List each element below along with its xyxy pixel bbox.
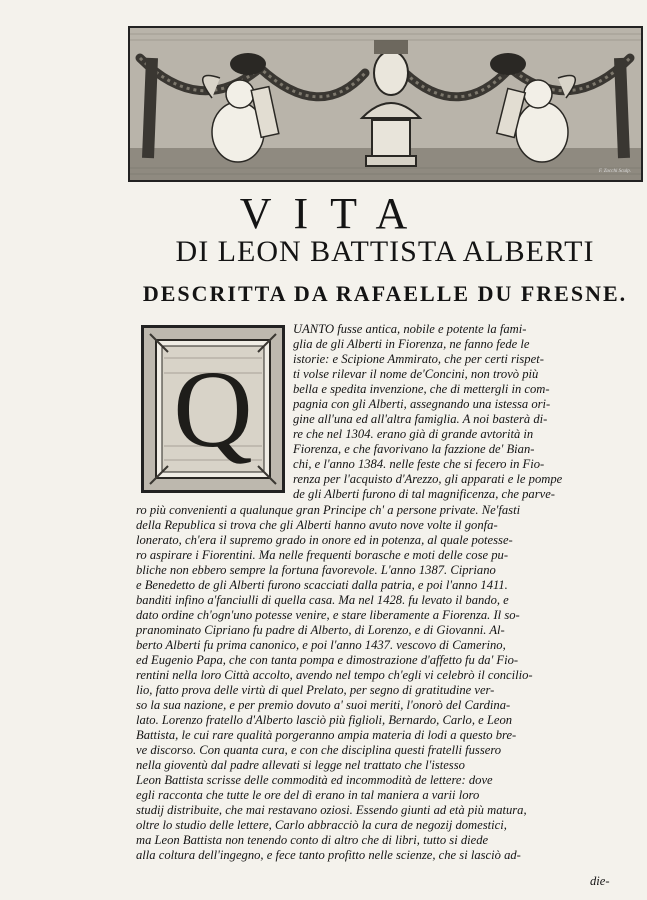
body-line: studij distribuite, che mai restavano oziosi. Essendo giunti ad età più matura, <box>136 803 527 817</box>
body-line: glia de gli Alberti in Fiorenza, ne fanno fede le <box>293 337 530 351</box>
decorated-initial <box>141 325 285 493</box>
body-line: istorie: e Scipione Ammirato, che per certi rispet- <box>293 352 544 366</box>
body-line: ro aspirare i Fiorentini. Ma nelle frequenti borasche e moti delle cose pu- <box>136 548 509 562</box>
body-line: rentini nella loro Città accolto, avendo nel tempo ch'egli vi celebrò il concilio- <box>136 668 533 682</box>
engraved-headpiece <box>128 26 643 182</box>
body-line: renza per l'acquisto d'Arezzo, gli apparati e le pompe <box>293 472 563 486</box>
body-line: ro più convenienti a qualunque gran Principe ch' a persone private. Ne'fasti <box>136 503 521 517</box>
body-line: pagnia con gli Alberti, assegnando una istessa ori- <box>293 397 551 411</box>
body-line: dato ordine ch'ogn'uno potesse venire, e stare liberamente a Fiorenza. Il so- <box>136 608 520 622</box>
initial-letter-illustration <box>144 328 282 490</box>
catchword: die- <box>590 874 610 888</box>
headpiece-illustration <box>130 28 641 180</box>
body-line: de gli Alberti furono di tal magnificenza, che parve- <box>293 487 555 501</box>
body-line: berto Alberti fu prima canonico, e poi l'anno 1437. vescovo di Camerino, <box>136 638 506 652</box>
author-line: DESCRITTA DA RAFAELLE DU FRESNE. <box>142 281 628 306</box>
body-line: della Republica si trova che gli Alberti hanno avuto nove volte il gonfa- <box>136 518 498 532</box>
body-line: Battista, le cui rare qualità porgeranno ampia materia di lodi a questo bre- <box>136 728 517 742</box>
page-title: VITA <box>239 189 430 238</box>
body-line: ve discorso. Con quanta cura, e con che disciplina questi fratelli fussero <box>136 743 502 757</box>
body-line: Leon Battista scrisse delle commodità ed incommodità de lettere: dove <box>136 773 493 787</box>
body-line: Fiorenza, e che favorivano la fazzione de' Bian- <box>293 442 535 456</box>
body-line: oltre lo studio delle lettere, Carlo abbracciò la cura de negozij domestici, <box>136 818 507 832</box>
body-line: bliche non ebbero sempre la fortuna favorevole. L'anno 1387. Cipriano <box>136 563 496 577</box>
body-line: e Benedetto de gli Alberti furono scacciati dalla patria, e poi l'anno 1411. <box>136 578 508 592</box>
body-line: lio, fatto prova delle virtù di quel Prelato, per segno di gratitudine ver- <box>136 683 495 697</box>
body-line: bella e spedita invenzione, che di mettergli in com- <box>293 382 550 396</box>
body-line: banditi infino a'fanciulli di quella casa. Ma nel 1428. fu levato il bando, e <box>136 593 509 607</box>
body-line: alla coltura dell'ingegno, e fece tanto profitto nelle scienze, che si lasciò ad- <box>136 848 521 862</box>
body-line: ma Leon Battista non tenendo conto di altro che di libri, tutto si diede <box>136 833 489 847</box>
body-line: ed Eugenio Papa, che con tanta pompa e dimostrazione d'affetto fu da' Fio- <box>136 653 519 667</box>
body-line: lato. Lorenzo fratello d'Alberto lasciò più figlioli, Bernardo, Carlo, e Leon <box>136 713 513 727</box>
body-line: so la sua nazione, e per premio dovuto a' suoi meriti, l'onorò del Cardina- <box>136 698 511 712</box>
body-line: chi, e l'anno 1384. nelle feste che si fecero in Fio- <box>293 457 545 471</box>
body-line: re che nel 1304. erano già di grande avtorità in <box>293 427 534 441</box>
body-line: pranominato Cipriano fu padre di Alberto, di Lorenzo, e di Giovanni. Al- <box>136 623 505 637</box>
body-line: UANTO fusse antica, nobile e potente la fami- <box>293 322 527 336</box>
body-line: nella gioventù dal padre allevati si legge nel trattato che l'istesso <box>136 758 465 772</box>
body-line: ti volse rilevar il nome de'Concini, non trovò più <box>293 367 539 381</box>
body-line: gine all'una ed all'altra famiglia. A noi basterà di- <box>293 412 548 426</box>
body-line: egli racconta che tutte le ore del dì erano in tal maniera a varii loro <box>136 788 480 802</box>
engraver-signature: F. Zocchi Sculp. <box>598 169 631 174</box>
initial-letter: Q <box>173 348 253 470</box>
page-subtitle: DI LEON BATTISTA ALBERTI <box>175 235 595 268</box>
body-line: lonerato, ch'era il supremo grado in onore ed in potenza, al quale potesse- <box>136 533 513 547</box>
